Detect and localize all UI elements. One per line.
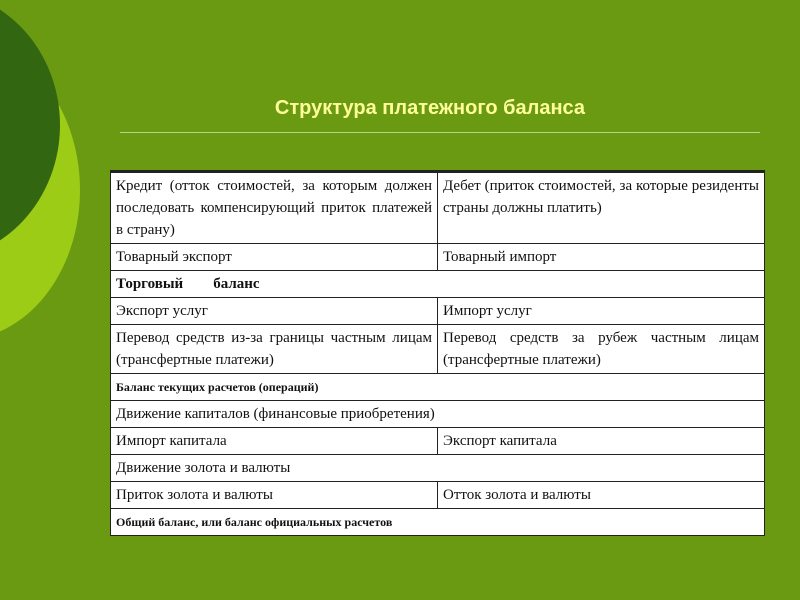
table-row xyxy=(111,455,765,482)
table-cell: Импорт капитала xyxy=(111,428,438,455)
current-account-row: Баланс текущих расчетов (операций) xyxy=(111,374,765,401)
debit-header-cell: Дебет (приток стоимостей, за которые резиденты страны должны платить) xyxy=(438,172,765,244)
table-cell: Экспорт услуг xyxy=(111,298,438,325)
table-row xyxy=(111,482,765,509)
gold-currency-movement-row: Движение золота и валюты xyxy=(111,455,765,482)
table-row xyxy=(111,428,765,455)
table-cell: Товарный импорт xyxy=(438,244,765,271)
table-row xyxy=(111,401,765,428)
table-cell: Импорт услуг xyxy=(438,298,765,325)
table-cell: Перевод средств за рубеж частным лицам (трансфертные платежи) xyxy=(438,325,765,374)
table-cell: Отток золота и валюты xyxy=(438,482,765,509)
balance-structure-table xyxy=(110,170,765,536)
credit-header-cell: Кредит (отток стоимостей, за которым должен последовать компенсирующий приток платежей в страну) xyxy=(111,172,438,244)
table-row xyxy=(111,374,765,401)
table-cell: Товарный экспорт xyxy=(111,244,438,271)
table-cell: Экспорт капитала xyxy=(438,428,765,455)
table-cell: Приток золота и валюты xyxy=(111,482,438,509)
table-row xyxy=(111,244,765,271)
table-row xyxy=(111,271,765,298)
trade-balance-row: Торговый баланс xyxy=(111,271,765,298)
overall-balance-row: Общий баланс, или баланс официальных расчетов xyxy=(111,509,765,536)
capital-movement-row: Движение капиталов (финансовые приобретения) xyxy=(111,401,765,428)
table-row xyxy=(111,298,765,325)
table-row xyxy=(111,325,765,374)
title-divider xyxy=(120,132,760,133)
table-cell: Перевод средств из-за границы частным лицам (трансфертные платежи) xyxy=(111,325,438,374)
table-row xyxy=(111,172,765,244)
table-row xyxy=(111,509,765,536)
slide-title: Структура платежного баланса xyxy=(274,97,586,119)
